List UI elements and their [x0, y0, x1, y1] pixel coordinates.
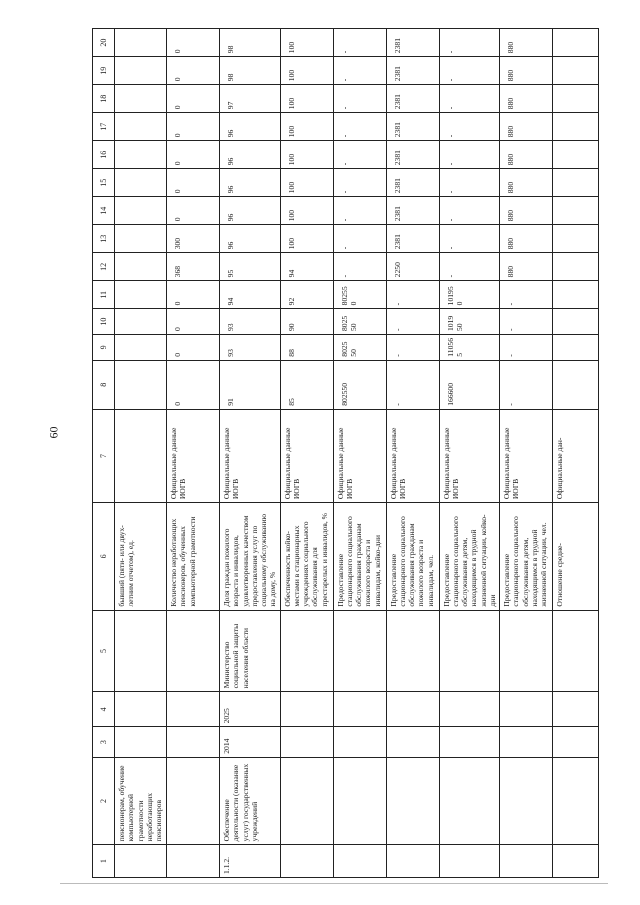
table-cell [386, 692, 439, 727]
column-number-cell: 15 [93, 169, 115, 197]
table-cell [115, 309, 167, 335]
table-cell: 2014 [220, 727, 281, 757]
table-cell: 93 [220, 335, 281, 361]
rotated-table-area [92, 28, 585, 878]
table-row [500, 29, 553, 878]
table-cell: 2381 [386, 169, 439, 197]
indicators-table [92, 28, 599, 878]
table-cell: - [500, 335, 553, 361]
table-cell: 95 [220, 253, 281, 281]
column-number-cell: 3 [93, 727, 115, 757]
column-number-cell: 10 [93, 309, 115, 335]
table-cell: 100 [280, 141, 333, 169]
table-cell: 100 [280, 29, 333, 57]
table-cell [553, 727, 599, 757]
table-cell: Количество неработающих пенсионеров, обученных компьютерной грамотности [167, 503, 220, 610]
table-cell: 90 [280, 309, 333, 335]
table-cell [333, 610, 386, 692]
column-number-cell: 2 [93, 757, 115, 845]
table-cell [553, 845, 599, 878]
table-cell: - [333, 85, 386, 113]
table-cell: - [439, 29, 500, 57]
table-cell: 0 [167, 169, 220, 197]
table-cell: 96 [220, 197, 281, 225]
table-cell: Официальные данные ИОГВ [220, 409, 281, 502]
table-cell: 92 [280, 281, 333, 309]
table-cell: Обеспечение деятельности (оказание услуг) государственных учреждений [220, 757, 281, 845]
table-cell: Официальные дан- [553, 409, 599, 502]
table-cell: Доля граждан пожилого возраста и инвалидов, удовлетворенных качеством предоставления услуг по социальному обслуживанию на дому, % [220, 503, 281, 610]
table-cell: - [439, 113, 500, 141]
table-cell [439, 727, 500, 757]
table-row [167, 29, 220, 878]
table-cell: 100 [280, 57, 333, 85]
table-cell [115, 197, 167, 225]
table-cell [500, 845, 553, 878]
table-cell: 2381 [386, 225, 439, 253]
table-cell: 100 [280, 169, 333, 197]
table-cell: - [333, 141, 386, 169]
table-cell: 110565 [439, 335, 500, 361]
table-cell [553, 141, 599, 169]
table-cell: 2381 [386, 113, 439, 141]
table-cell: 2025 [220, 692, 281, 727]
table-cell: - [439, 225, 500, 253]
table-cell: 2381 [386, 197, 439, 225]
table-cell [115, 360, 167, 409]
table-cell: 802550 [333, 335, 386, 361]
table-cell [280, 692, 333, 727]
table-cell [280, 727, 333, 757]
table-cell: 0 [167, 197, 220, 225]
table-row [280, 29, 333, 878]
table-cell [115, 335, 167, 361]
table-cell: - [386, 360, 439, 409]
table-cell: 802550 [333, 360, 386, 409]
table-cell [167, 727, 220, 757]
page-number: 60 [46, 426, 61, 439]
table-cell: 98 [220, 29, 281, 57]
table-cell [115, 113, 167, 141]
table-cell [167, 692, 220, 727]
table-cell: 880 [500, 113, 553, 141]
table-cell: 96 [220, 113, 281, 141]
column-number-cell: 1 [93, 845, 115, 878]
table-row [386, 29, 439, 878]
table-cell [115, 845, 167, 878]
table-cell: 880 [500, 253, 553, 281]
table-cell [553, 360, 599, 409]
table-cell [386, 727, 439, 757]
table-cell [115, 610, 167, 692]
table-cell: Официальные данные ИОГВ [386, 409, 439, 502]
table-cell: 85 [280, 360, 333, 409]
table-cell [553, 197, 599, 225]
column-number-row [93, 29, 115, 878]
table-cell: - [439, 85, 500, 113]
table-cell [553, 169, 599, 197]
table-cell: - [333, 253, 386, 281]
table-cell [439, 610, 500, 692]
table-cell: - [439, 197, 500, 225]
table-cell [386, 845, 439, 878]
table-cell [115, 253, 167, 281]
table-cell: - [333, 57, 386, 85]
table-cell: бывший (пяти- или двух-летним отчетом), ед. [115, 503, 167, 610]
table-cell: 88 [280, 335, 333, 361]
table-cell: 0 [167, 281, 220, 309]
table-cell [333, 757, 386, 845]
table-cell: 802550 [333, 309, 386, 335]
table-cell: Предоставление стационарного социального обслуживания детям, находящимся в трудной жизненной ситуации, чел. [500, 503, 553, 610]
table-cell [280, 845, 333, 878]
table-cell: 880 [500, 197, 553, 225]
table-cell [500, 692, 553, 727]
table-cell: 2381 [386, 85, 439, 113]
table-cell [553, 610, 599, 692]
table-row [553, 29, 599, 878]
column-number-cell: 18 [93, 85, 115, 113]
table-row [333, 29, 386, 878]
table-cell: Обеспеченность койко-местами в стационарных учреждениях социального обслуживания для престарелых и инвалидов, % [280, 503, 333, 610]
column-number-cell: 8 [93, 360, 115, 409]
table-cell: - [333, 225, 386, 253]
table-cell [333, 845, 386, 878]
table-cell: 100 [280, 197, 333, 225]
table-cell [115, 281, 167, 309]
table-cell [115, 225, 167, 253]
table-cell: 101950 [439, 309, 500, 335]
table-cell: 96 [220, 169, 281, 197]
table-cell [115, 169, 167, 197]
column-number-cell: 6 [93, 503, 115, 610]
table-cell: 2381 [386, 141, 439, 169]
table-cell [167, 757, 220, 845]
table-cell: - [500, 360, 553, 409]
table-cell: Официальные данные ИОГВ [333, 409, 386, 502]
table-cell: 0 [167, 85, 220, 113]
column-number-cell: 19 [93, 57, 115, 85]
table-cell [553, 692, 599, 727]
table-cell: 880 [500, 29, 553, 57]
table-cell: 2381 [386, 29, 439, 57]
table-cell: 100 [280, 225, 333, 253]
table-cell: - [333, 169, 386, 197]
table-cell [500, 757, 553, 845]
table-cell: - [439, 169, 500, 197]
table-cell [115, 85, 167, 113]
table-cell: Официальные данные ИОГВ [280, 409, 333, 502]
table-cell [553, 335, 599, 361]
table-cell: 300 [167, 225, 220, 253]
column-number-cell: 16 [93, 141, 115, 169]
column-number-cell: 7 [93, 409, 115, 502]
table-cell [386, 610, 439, 692]
table-cell: - [439, 253, 500, 281]
table-cell [439, 845, 500, 878]
table-cell: 94 [280, 253, 333, 281]
table-cell: Предоставление стационарного социального обслуживания гражданам пожилого возраста и инвалидам, койко-дни [333, 503, 386, 610]
table-cell: 94 [220, 281, 281, 309]
table-cell [386, 757, 439, 845]
table-cell: 91 [220, 360, 281, 409]
table-cell: пенсионерам, обучение компьютерной грамотности неработающих пенсионеров [115, 757, 167, 845]
table-cell: 880 [500, 141, 553, 169]
table-cell [167, 610, 220, 692]
table-cell: 93 [220, 309, 281, 335]
table-cell [500, 727, 553, 757]
table-cell: 2250 [386, 253, 439, 281]
table-cell: 166600 [439, 360, 500, 409]
table-cell [553, 253, 599, 281]
table-cell: 880 [500, 225, 553, 253]
table-cell [115, 409, 167, 502]
table-rotation-frame [92, 28, 585, 878]
table-cell: Предоставление стационарного социального обслуживания гражданам пожилого возраста и инвалидам, чел. [386, 503, 439, 610]
table-cell: 880 [500, 57, 553, 85]
table-row [439, 29, 500, 878]
table-cell: - [500, 281, 553, 309]
table-cell [333, 692, 386, 727]
table-cell [553, 57, 599, 85]
table-cell [115, 57, 167, 85]
column-number-cell: 13 [93, 225, 115, 253]
table-row [220, 29, 281, 878]
table-cell: - [439, 57, 500, 85]
table-cell: - [333, 113, 386, 141]
table-cell: Официальные данные ИОГВ [500, 409, 553, 502]
table-cell [115, 141, 167, 169]
table-cell [553, 281, 599, 309]
table-cell: 96 [220, 141, 281, 169]
table-cell: 0 [167, 113, 220, 141]
table-cell [115, 692, 167, 727]
column-number-cell: 17 [93, 113, 115, 141]
column-number-cell: 11 [93, 281, 115, 309]
column-number-cell: 12 [93, 253, 115, 281]
table-cell [553, 225, 599, 253]
table-cell: Предоставление стационарного социального обслуживания детям, находящимся в трудной жизненной ситуации, койко-дни [439, 503, 500, 610]
table-cell: 368 [167, 253, 220, 281]
table-cell: 101950 [439, 281, 500, 309]
column-number-cell: 14 [93, 197, 115, 225]
table-cell [280, 757, 333, 845]
column-number-cell: 4 [93, 692, 115, 727]
table-cell: Официальные данные ИОГВ [167, 409, 220, 502]
table-cell [553, 309, 599, 335]
table-cell: Официальные данные ИОГВ [439, 409, 500, 502]
column-number-cell: 5 [93, 610, 115, 692]
table-cell: - [439, 141, 500, 169]
table-cell: 0 [167, 29, 220, 57]
table-cell: 0 [167, 141, 220, 169]
table-cell [553, 113, 599, 141]
table-cell: 100 [280, 85, 333, 113]
table-cell: 97 [220, 85, 281, 113]
table-cell [115, 727, 167, 757]
table-cell: - [333, 29, 386, 57]
table-cell [439, 692, 500, 727]
table-cell: Отношение средне- [553, 503, 599, 610]
table-cell [333, 727, 386, 757]
table-cell [280, 610, 333, 692]
table-cell: 1.1.2. [220, 845, 281, 878]
table-cell [500, 610, 553, 692]
table-cell [553, 757, 599, 845]
table-cell: 0 [167, 335, 220, 361]
table-cell: 96 [220, 225, 281, 253]
table-cell [167, 845, 220, 878]
table-cell: 0 [167, 57, 220, 85]
table-cell: 2381 [386, 57, 439, 85]
table-cell: - [333, 197, 386, 225]
table-cell [553, 29, 599, 57]
table-cell: - [386, 335, 439, 361]
table-cell [115, 29, 167, 57]
table-cell: - [386, 309, 439, 335]
table-cell: 802550 [333, 281, 386, 309]
column-number-cell: 9 [93, 335, 115, 361]
table-cell: - [500, 309, 553, 335]
table-cell: 100 [280, 113, 333, 141]
table-cell: 880 [500, 85, 553, 113]
table-row [115, 29, 167, 878]
table-cell: Министерство социальной защиты населения области [220, 610, 281, 692]
table-cell: 0 [167, 360, 220, 409]
page-bottom-rule [60, 883, 608, 884]
table-cell: - [386, 281, 439, 309]
table-cell [439, 757, 500, 845]
table-cell: 880 [500, 169, 553, 197]
table-cell: 98 [220, 57, 281, 85]
column-number-cell: 20 [93, 29, 115, 57]
table-cell [553, 85, 599, 113]
table-cell: 0 [167, 309, 220, 335]
